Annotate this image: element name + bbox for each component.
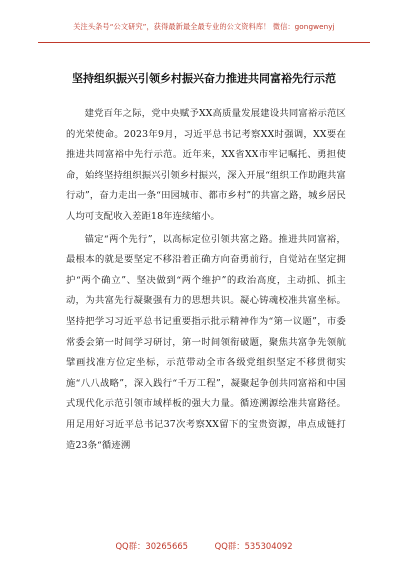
document-title: 坚持组织振兴引领乡村振兴奋力推进共同富裕先行示范 bbox=[72, 72, 336, 85]
footer-qq-group-2: QQ群：535304092 bbox=[214, 541, 293, 551]
paragraph-two-firsts: 锚定“两个先行”，以高标定位引领共富之路。推进共同富裕，最根本的就是要坚定不移沿着正确方向奋勇前行，自觉站在坚定拥护“两个确立”、坚决做到“两个维护”的政治高度，主动抓、抓主动，为共富先行凝聚强有力的思想共识。凝心铸魂校准共富坐标。坚持把学习习近平总书记重要指示批示精神作为“第一议题”，市委常委会第一时间学习研讨，第一时间领衔破题，聚焦共富争先领航擘画找准方位定坐标，示范带动全市各级党组织坚定不移贯彻实施“八八战略”，深入践行“千万工程”，凝聚起争创共同富裕和中国式现代化示范引领市域样板的强大力量。循迹溯源绘准共富路径。用足用好习近平总书记37次考察XX留下的宝贵资源，串点成链打造23条“循迹溯 bbox=[66, 233, 346, 451]
document-body bbox=[66, 104, 346, 456]
footer-contact bbox=[0, 540, 408, 552]
header-divider bbox=[38, 42, 370, 43]
promo-header: 关注头条号“公文研究”，获得最新最全最专业的公文资料库！ 微信：gongwenyj bbox=[73, 22, 335, 31]
paragraph-intro: 建党百年之际，党中央赋予XX高质量发展建设共同富裕示范区的光荣使命。2023年9月，习近平总书记考察XX时强调，XX要在推进共同富裕中先行示范。近年来，XX省XX市牢记嘱托、勇担使命，始终坚持组织振兴引领乡村振兴，深入开展“组织工作助跑共富行动”，奋力走出一条“田园城市、都市乡村”的共富之路，城乡居民人均可支配收入差距18年连续缩小。 bbox=[66, 108, 346, 222]
footer-qq-group-1: QQ群：30265665 bbox=[115, 541, 188, 551]
